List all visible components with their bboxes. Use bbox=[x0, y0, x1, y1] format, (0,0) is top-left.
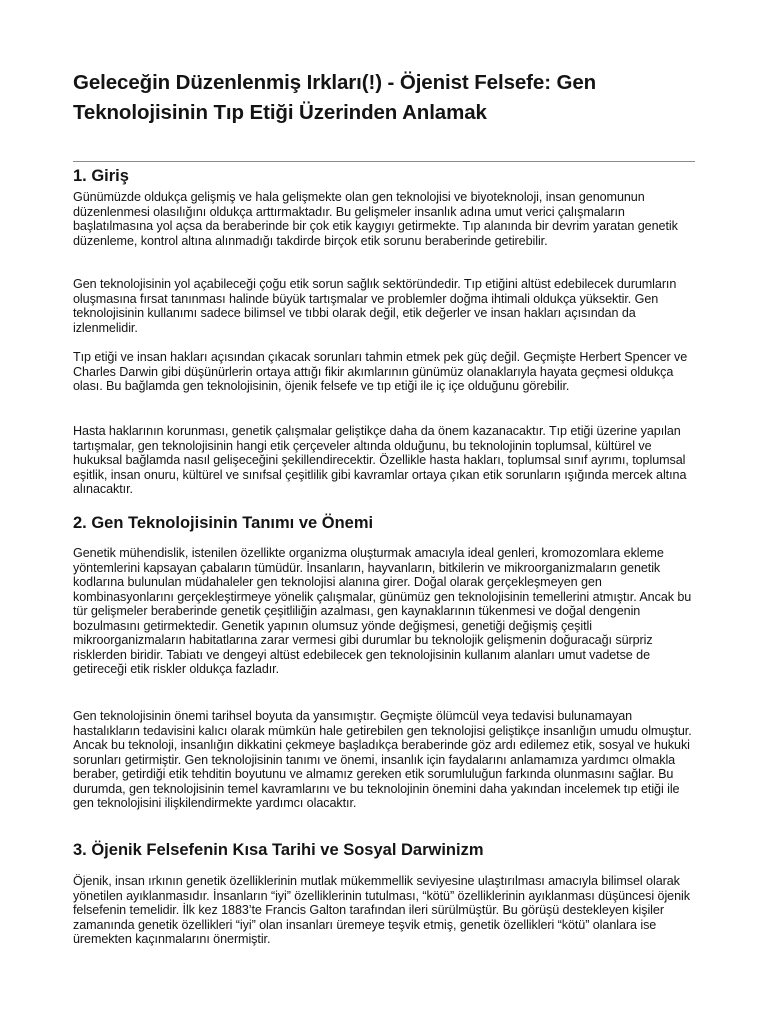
paragraph: Gen teknolojisinin yol açabileceği çoğu etik sorun sağlık sektöründedir. Tıp etiğini altüst edebilecek durumların oluşmasına fırsat tanınması halinde büyük tartışmalar ve problemler doğma ihtimali oldukça yüksektir. Gen teknolojisinin kullanımı sadece bilimsel ve tıbbi olarak değil, etik değerler ve insan hakları açısından da izlenmelidir. bbox=[73, 277, 677, 335]
paragraph: Gen teknolojisinin önemi tarihsel boyuta da yansımıştır. Geçmişte ölümcül veya tedavisi bulunamayan hastalıkların tedavisini kalıcı olarak mümkün hale getirebilen gen teknolojisi geliştikçe insanlığın umudu olmuştur. Ancak bu teknoloji, insanlığın dikkatini çekmeye başladıkça beraberinde göz ardı edilemez etik, sosyal ve hukuki sorunları getirmiştir. Gen teknolojisinin tanımı ve önemi, insanlık için faydalarını anlamamıza yardımcı olmakla beraber, getirdiği etik tehditin boyutunu ve almamız gereken etik sorumluluğun farkında olunmasını sağlar. Bu durumda, gen teknolojisinin temel kavramlarını ve bu teknolojinin önemini daha yakından incelemek tıp etiği ile gen teknolojisini ilişkilendirmekte yardımcı olacaktır. bbox=[73, 709, 692, 811]
paragraph: Hasta haklarının korunması, genetik çalışmalar geliştikçe daha da önem kazanacaktır. Tıp etiği üzerine yapılan tartışmalar, gen teknolojisinin hangi etik çerçeveler altında olduğunu, bu teknolojinin toplumsal, kültürel ve hukuksal bağlamda nasıl gelişeceğini şekillendirecektir. Özellikle hasta hakları, toplumsal sınıf ayrımı, toplumsal eşitlik, insan onuru, kültürel ve sınıfsal çeşitlilik gibi kavramlar ortaya çıkan etik sorunların ışığında mercek altına alınacaktır. bbox=[73, 424, 687, 497]
paragraph: Tıp etiği ve insan hakları açısından çıkacak sorunları tahmin etmek pek güç değil. Geçmişte Herbert Spencer ve Charles Darwin gibi düşünürlerin ortaya attığı fikir akımlarının günümüz olanaklarıyla hayata geçmesi oldukça olası. Bu bağlamda gen teknolojisinin, öjenik felsefe ve tıp etiği ile iç içe olduğunu görebilir. bbox=[73, 350, 688, 394]
section-heading-giris: 1. Giriş bbox=[73, 167, 129, 185]
paragraph: Öjenik, insan ırkının genetik özelliklerinin mutlak mükemmellik seviyesine ulaştırılması amacıyla bilimsel olarak yönetilen ayıklanmasıdır. İnsanların “iyi” özelliklerinin tutulması, “kötü” özelliklerinin ayıklanması düşüncesi öjenik felsefenin temelidir. İlk kez 1883’te Francis Galton tarafından ileri sürülmüştür. Bu görüşü destekleyen kişiler zamanında genetik özellikleri “iyi” olan insanları üremeye teşvik etmiş, genetik özellikleri “kötü” olanlara ise üremekten kaçınmalarını önermiştir. bbox=[73, 874, 690, 947]
section-heading-gen-teknolojisi: 2. Gen Teknolojisinin Tanımı ve Önemi bbox=[73, 514, 374, 532]
paragraph: Günümüzde oldukça gelişmiş ve hala gelişmekte olan gen teknolojisi ve biyoteknoloji, insan genomunun düzenlenmesi olasılığını oldukça arttırmaktadır. Bu gelişmeler insanlık adına umut verici çalışmaların başlatılmasına yol açsa da beraberinde bir çok etik kaygıyı getirmekte. Tıp alanında bir devrim yaratan genetik düzenleme, kontrol altına alınmadığı takdirde birçok etik sorunu beraberinde getirebilir. bbox=[73, 190, 678, 248]
title-divider bbox=[73, 161, 695, 162]
section-heading-ojenik-felsefe: 3. Öjenik Felsefenin Kısa Tarihi ve Sosyal Darwinizm bbox=[73, 841, 484, 859]
document-title: Geleceğin Düzenlenmiş Irkları(!) - Öjenist Felsefe: Gen Teknolojisinin Tıp Etiği Üzerinden Anlamak bbox=[73, 71, 597, 124]
paragraph: Genetik mühendislik, istenilen özellikte organizma oluşturmak amacıyla ideal genleri, kromozomlara ekleme yöntemlerini kapsayan çabaların tümüdür. İnsanların, hayvanların, bitkilerin ve mikroorganizmaların genetik kodlarına bulunulan müdahaleler gen teknolojisi alanına girer. Doğal olarak gerçekleşmeyen gen kombinasyonlarını gerçekleştirmeye yönelik çalışmalar, günümüz gen teknolojisinin temellerini atmıştır. Ancak bu tür gelişmeler beraberinde genetik çeşitliliğin azalması, gen kaynaklarının tükenmesi ve doğal dengenin bozulmasını getirmektedir. Genetik yapının olumsuz yönde değişmesi, genetiği değişmiş çeşitli mikroorganizmaların habitatlarına zarar vermesi gibi durumlar bu teknolojik gelişmenin doğuracağı sürpriz risklerden biridir. Tabiatı ve dengeyi altüst edebilecek gen teknolojisinin kullanım alanları umut vadetse de getireceği etik riskler oldukça fazladır. bbox=[73, 546, 692, 677]
